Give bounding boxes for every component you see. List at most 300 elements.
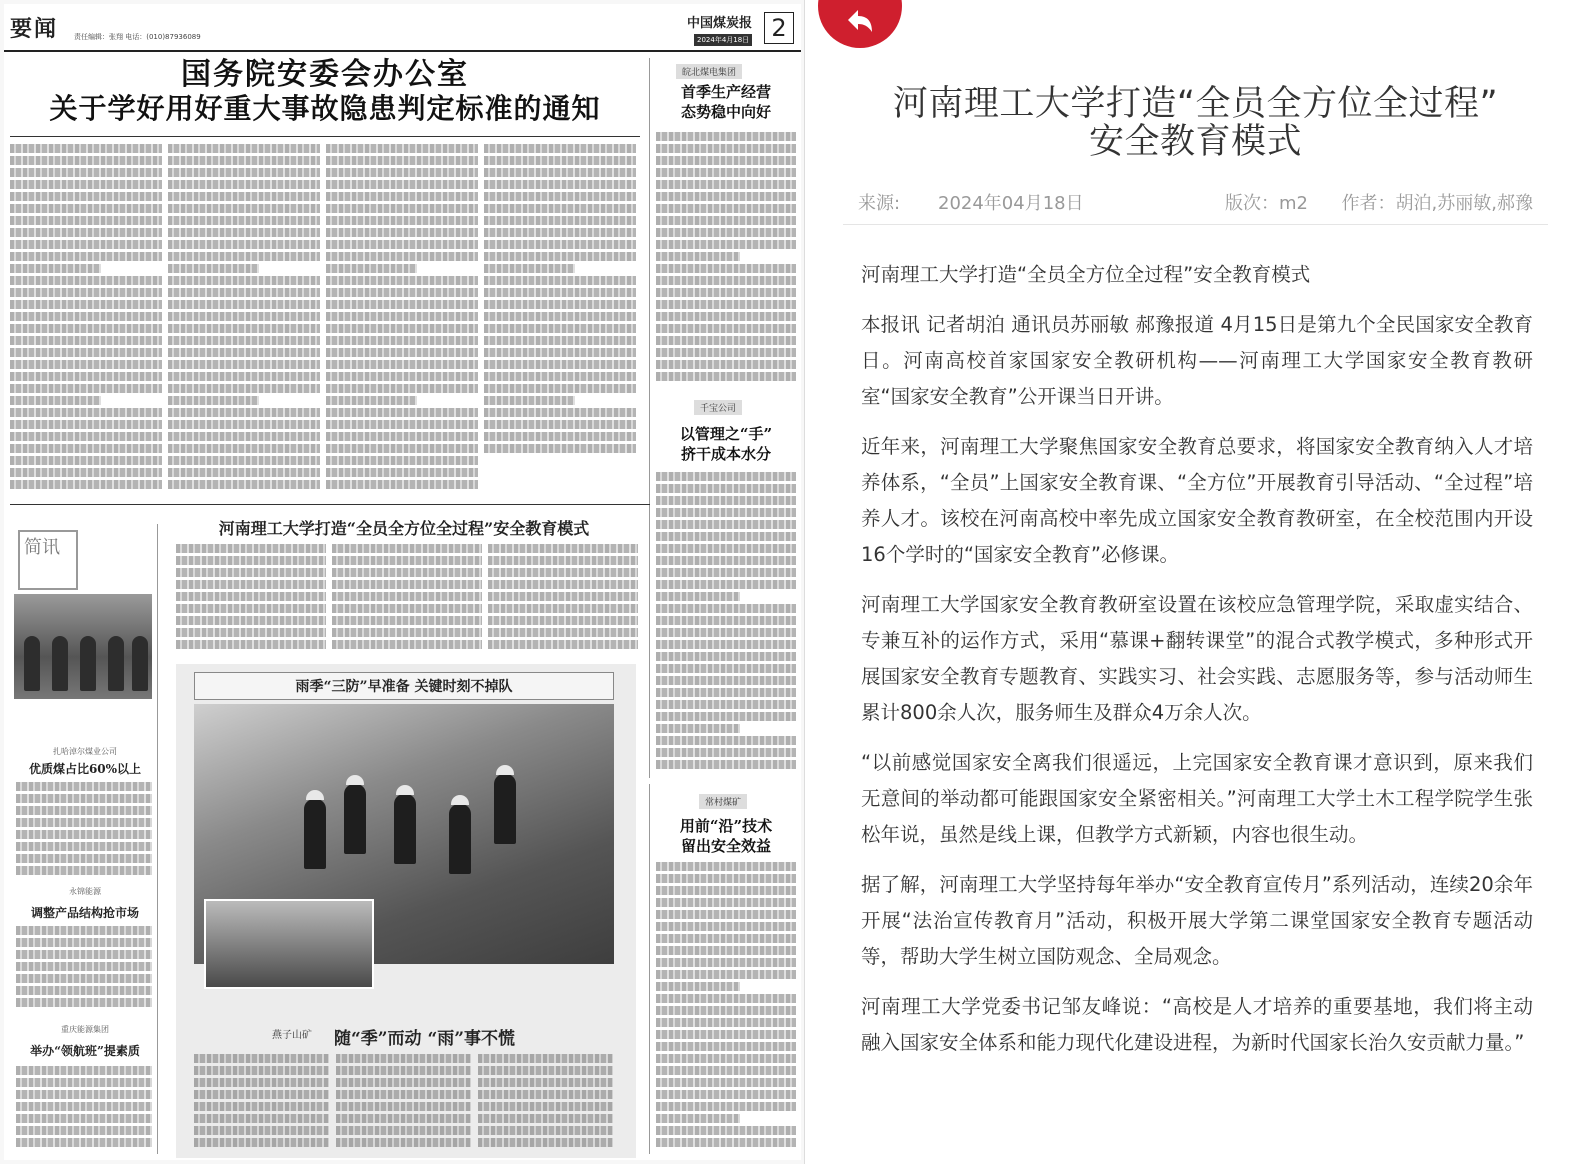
text-line (484, 372, 636, 381)
text-line (326, 336, 478, 345)
text-line (484, 360, 636, 369)
text-line (484, 192, 636, 201)
text-line (168, 444, 320, 453)
text-line (656, 276, 796, 285)
text-line (656, 592, 740, 601)
text-line (16, 938, 152, 947)
text-line (10, 468, 162, 477)
text-line (488, 544, 638, 553)
brief-headline: 调整产品结构抢市场 (30, 906, 139, 920)
text-line (176, 616, 326, 625)
text-column (656, 132, 796, 387)
text-column (176, 544, 326, 652)
text-line (656, 970, 796, 979)
text-line (10, 180, 162, 189)
text-line (16, 950, 152, 959)
text-line (656, 628, 796, 637)
text-line (656, 580, 796, 589)
text-line (656, 994, 796, 1003)
text-line (332, 580, 482, 589)
text-line (336, 1114, 471, 1123)
text-line (326, 312, 478, 321)
text-line (656, 982, 740, 991)
text-line (488, 616, 638, 625)
text-line (10, 348, 162, 357)
article-paragraph: 河南理工大学国家安全教育教研室设置在该校应急管理学院，采取虚实结合、专兼互补的运作方式，采用“慕课+翻转课堂”的混合式教学模式，多种形式开展国家安全教育专题教育、实践实习、社会实践、志愿服务等，参与活动师生累计800余人次，服务师生及群众4万余人次。 (861, 593, 1533, 724)
text-column (16, 1066, 152, 1152)
text-line (10, 288, 162, 297)
text-line (194, 1138, 329, 1147)
article-paragraph: 本报讯 记者胡泊 通讯员苏丽敏 郝豫报道 4月15日是第九个全民国家安全教育日。河南高校首家国家安全教研机构——河南理工大学国家安全教育教研室“国家安全教育”公开课当日开讲。 (861, 313, 1533, 408)
text-column (336, 1054, 471, 1154)
text-line (656, 652, 796, 661)
text-line (168, 480, 320, 489)
text-line (168, 144, 320, 153)
text-line (326, 420, 478, 429)
text-line (16, 782, 152, 791)
text-line (10, 276, 162, 285)
text-line (656, 1090, 796, 1099)
text-line (168, 168, 320, 177)
text-line (326, 396, 417, 405)
text-line (326, 384, 478, 393)
text-line (326, 204, 478, 213)
article-title (843, 85, 1548, 161)
text-line (176, 604, 326, 613)
text-line (168, 228, 320, 237)
text-line (16, 1102, 152, 1111)
brief-column (10, 524, 158, 1154)
text-line (194, 1066, 329, 1075)
brief-headline: 举办“领航班”提素质 (30, 1044, 140, 1058)
text-line (484, 144, 636, 153)
text-line (478, 1102, 613, 1111)
newspaper-masthead (4, 4, 801, 52)
text-line (656, 568, 796, 577)
text-line (16, 1126, 152, 1135)
text-line (478, 1090, 613, 1099)
text-line (656, 1030, 796, 1039)
text-line (10, 324, 162, 333)
text-line (16, 1066, 152, 1075)
text-line (176, 592, 326, 601)
text-line (10, 156, 162, 165)
text-line (656, 1078, 796, 1087)
article-title-line1: 河南理工大学打造“全员全方位全过程” (892, 84, 1499, 124)
text-line (656, 934, 796, 943)
brief-headline: 优质煤占比60%以上 (28, 762, 142, 776)
text-line (656, 724, 740, 733)
article-paragraph: 河南理工大学党委书记邹友峰说：“高校是人才培养的重要基地，我们将主动融入国家安全体系和能力现代化建设进程，为新时代国家长治久安贡献力量。” (861, 995, 1533, 1054)
text-line (656, 216, 796, 225)
text-line (10, 480, 162, 489)
text-line (168, 264, 259, 273)
story-headline: 用前“沿”技术 留出安全效益 (679, 817, 773, 855)
newspaper-page (4, 4, 801, 1160)
text-line (488, 568, 638, 577)
text-line (10, 240, 162, 249)
text-line (176, 580, 326, 589)
text-line (194, 1078, 329, 1087)
text-line (656, 640, 796, 649)
text-line (194, 1090, 329, 1099)
text-line (484, 408, 636, 417)
text-line (168, 396, 259, 405)
text-line (168, 180, 320, 189)
text-line (326, 156, 478, 165)
text-line (488, 604, 638, 613)
main-headline-line2: 关于学好用好重大事故隐患判定标准的通知 (49, 92, 601, 125)
text-line (336, 1066, 471, 1075)
text-line (656, 288, 796, 297)
text-line (656, 664, 796, 673)
text-line (484, 432, 636, 441)
text-line (176, 640, 326, 649)
text-line (168, 276, 320, 285)
text-line (168, 252, 320, 261)
text-line (656, 604, 796, 613)
text-line (176, 544, 326, 553)
text-line (484, 252, 636, 261)
text-line (16, 986, 152, 995)
text-line (176, 556, 326, 565)
editor-line: 责任编辑：张翔 电话：(010)87936089 (74, 33, 201, 41)
text-line (656, 144, 796, 153)
main-headline-line1: 国务院安委会办公室 (181, 57, 469, 92)
text-line (10, 264, 101, 273)
brief-group: 永锦能源 (69, 887, 101, 896)
photo-feature-title: 雨季“三防”早准备 关键时刻不掉队 (194, 672, 614, 700)
text-line (16, 926, 152, 935)
divider (10, 504, 650, 505)
text-line (10, 228, 162, 237)
text-line (168, 468, 320, 477)
text-line (656, 616, 796, 625)
article-body (861, 257, 1533, 1075)
text-line (332, 568, 482, 577)
text-line (10, 216, 162, 225)
text-line (336, 1102, 471, 1111)
text-line (10, 252, 162, 261)
text-line (10, 144, 162, 153)
text-line (168, 420, 320, 429)
text-line (484, 264, 575, 273)
text-line (484, 348, 636, 357)
brief-group: 扎哈淖尔煤业公司 (53, 747, 117, 756)
text-line (656, 1054, 796, 1063)
main-headline (10, 58, 640, 126)
text-line (656, 336, 796, 345)
text-line (168, 384, 320, 393)
text-line (484, 228, 636, 237)
text-line (16, 842, 152, 851)
text-column (488, 544, 638, 652)
text-line (656, 484, 796, 493)
text-line (488, 640, 638, 649)
text-line (168, 216, 320, 225)
text-line (656, 874, 796, 883)
text-line (656, 760, 796, 769)
text-line (10, 168, 162, 177)
text-line (168, 432, 320, 441)
text-line (478, 1078, 613, 1087)
text-column (484, 144, 636, 464)
text-line (168, 336, 320, 345)
text-line (484, 156, 636, 165)
text-line (16, 1090, 152, 1099)
text-column (478, 1054, 613, 1154)
text-line (168, 372, 320, 381)
text-line (656, 508, 796, 517)
text-line (168, 288, 320, 297)
article-author: 作者：胡泊,苏丽敏,郝豫 (1341, 193, 1533, 214)
text-line (168, 360, 320, 369)
text-line (10, 384, 162, 393)
text-line (656, 156, 796, 165)
text-line (332, 628, 482, 637)
text-line (10, 456, 162, 465)
text-line (326, 144, 478, 153)
paper-name: 中国煤炭报 (687, 16, 753, 31)
article-meta (858, 189, 1533, 215)
text-line (336, 1138, 471, 1147)
text-line (656, 300, 796, 309)
text-line (656, 132, 796, 141)
text-line (326, 288, 478, 297)
text-line (484, 384, 636, 393)
text-line (484, 216, 636, 225)
text-line (332, 556, 482, 565)
text-line (656, 472, 796, 481)
text-line (656, 676, 796, 685)
text-column (326, 144, 478, 499)
brief-photo (14, 594, 152, 699)
text-line (656, 1006, 796, 1015)
text-line (478, 1066, 613, 1075)
text-line (332, 544, 482, 553)
text-line (10, 300, 162, 309)
article-paragraph: 河南理工大学打造“全员全方位全过程”安全教育模式 (861, 263, 1311, 286)
inset-photo (204, 899, 374, 989)
text-line (16, 818, 152, 827)
text-line (656, 688, 796, 697)
text-line (168, 408, 320, 417)
text-line (326, 192, 478, 201)
text-line (16, 974, 152, 983)
text-line (10, 420, 162, 429)
text-line (10, 396, 101, 405)
text-line (326, 432, 478, 441)
text-line (478, 1114, 613, 1123)
article-title-line2: 安全教育模式 (1088, 122, 1302, 162)
issue-date: 2024年4月18日 (694, 34, 752, 46)
text-line (16, 866, 152, 875)
text-line (656, 958, 796, 967)
text-line (484, 240, 636, 249)
text-column (332, 544, 482, 652)
text-line (10, 336, 162, 345)
text-line (326, 360, 478, 369)
text-line (656, 748, 796, 757)
text-line (656, 496, 796, 505)
text-line (16, 1078, 152, 1087)
text-line (484, 288, 636, 297)
text-column (16, 926, 152, 1016)
text-line (656, 1066, 796, 1075)
text-column (168, 144, 320, 499)
article-date: 2024年04月18日 (938, 193, 1084, 214)
text-line (484, 168, 636, 177)
text-line (194, 1054, 329, 1063)
brief-logo: 简讯 (18, 530, 78, 590)
text-line (336, 1054, 471, 1063)
text-line (176, 628, 326, 637)
text-line (16, 854, 152, 863)
text-line (10, 312, 162, 321)
text-line (168, 312, 320, 321)
text-line (656, 1042, 796, 1051)
text-line (168, 324, 320, 333)
text-line (16, 998, 152, 1007)
text-line (656, 736, 796, 745)
text-line (656, 886, 796, 895)
text-line (16, 1114, 152, 1123)
text-line (484, 420, 636, 429)
text-line (10, 444, 162, 453)
text-column (194, 1054, 329, 1154)
text-line (656, 1114, 740, 1123)
text-line (168, 456, 320, 465)
text-line (484, 396, 575, 405)
story-headline: 以管理之“手” 挤干成本水分 (679, 425, 773, 463)
text-line (656, 252, 740, 261)
text-line (488, 592, 638, 601)
text-line (656, 372, 796, 381)
text-line (656, 544, 796, 553)
source-label: 来源: (858, 193, 901, 214)
text-line (656, 1126, 796, 1135)
divider (649, 784, 650, 1154)
text-line (478, 1138, 613, 1147)
page-number: 2 (764, 12, 794, 44)
text-line (656, 946, 796, 955)
text-line (336, 1090, 471, 1099)
text-line (16, 1138, 152, 1147)
text-line (10, 432, 162, 441)
text-line (326, 276, 478, 285)
text-line (332, 592, 482, 601)
text-line (656, 898, 796, 907)
divider (649, 58, 650, 778)
text-column (10, 144, 162, 499)
text-line (326, 468, 478, 477)
text-line (656, 312, 796, 321)
text-line (656, 168, 796, 177)
text-line (484, 180, 636, 189)
text-line (10, 360, 162, 369)
text-line (656, 324, 796, 333)
text-line (656, 556, 796, 565)
text-line (656, 532, 796, 541)
text-line (326, 480, 478, 489)
story-group-tag: 常村煤矿 (699, 794, 747, 809)
text-line (478, 1126, 613, 1135)
text-line (484, 444, 636, 453)
text-line (326, 300, 478, 309)
text-line (326, 240, 478, 249)
text-line (656, 1018, 796, 1027)
text-line (656, 700, 796, 709)
text-line (326, 168, 478, 177)
text-line (194, 1114, 329, 1123)
text-line (656, 862, 796, 871)
text-line (10, 408, 162, 417)
text-line (656, 1138, 796, 1147)
text-line (656, 192, 796, 201)
text-line (484, 300, 636, 309)
text-line (16, 806, 152, 815)
text-line (656, 360, 796, 369)
text-line (488, 556, 638, 565)
text-line (656, 520, 796, 529)
article-paragraph: “以前感觉国家安全离我们很遥远，上完国家安全教育课才意识到，原来我们无意间的举动都可能跟国家安全紧密相关。”河南理工大学土木工程学院学生张松年说，虽然是线上课，但教学方式新颖，内容也很生动。 (861, 751, 1533, 846)
text-line (484, 204, 636, 213)
text-line (168, 348, 320, 357)
mid-headline: 河南理工大学打造“全员全方位全过程”安全教育模式 (218, 519, 590, 538)
text-line (332, 616, 482, 625)
text-line (168, 204, 320, 213)
text-line (656, 712, 796, 721)
text-line (168, 156, 320, 165)
text-line (484, 336, 636, 345)
text-line (326, 252, 478, 261)
divider (10, 136, 640, 137)
text-line (16, 794, 152, 803)
text-line (656, 910, 796, 919)
article-paragraph: 近年来，河南理工大学聚焦国家安全教育总要求，将国家安全教育纳入人才培养体系，“全员”上国家安全教育课、“全方位”开展教育引导活动、“全过程”培养人才。该校在河南高校中率先成立国家安全教育教研室，在全校范围内开设16个学时的“国家安全教育”必修课。 (861, 435, 1533, 566)
story-group-tag: 千宝公司 (694, 400, 742, 415)
text-line (326, 456, 478, 465)
text-line (656, 180, 796, 189)
text-line (656, 228, 796, 237)
story-headline: 随“季”而动 “雨”事不慌 (334, 1029, 516, 1049)
article-paragraph: 据了解，河南理工大学坚持每年举办“安全教育宣传月”系列活动，连续20余年开展“法治宣传教育月”活动，积极开展大学第二课堂国家安全教育专题活动等，帮助大学生树立国防观念、全局观念。 (861, 873, 1533, 968)
text-line (326, 264, 417, 273)
section-label: 要闻 (10, 16, 59, 42)
text-line (336, 1078, 471, 1087)
text-line (484, 276, 636, 285)
story-group-tag: 燕子山矿 (272, 1030, 312, 1041)
text-column (656, 472, 796, 772)
text-line (332, 604, 482, 613)
text-line (484, 324, 636, 333)
text-line (326, 372, 478, 381)
meta-divider (843, 224, 1548, 225)
text-line (326, 228, 478, 237)
text-line (168, 300, 320, 309)
article-edition: 版次：m2 (1225, 193, 1308, 214)
text-line (478, 1054, 613, 1063)
text-line (336, 1126, 471, 1135)
text-line (194, 1126, 329, 1135)
text-line (656, 240, 796, 249)
text-line (656, 922, 796, 931)
text-line (656, 204, 796, 213)
text-line (16, 962, 152, 971)
text-line (326, 444, 478, 453)
text-line (10, 372, 162, 381)
text-line (16, 830, 152, 839)
